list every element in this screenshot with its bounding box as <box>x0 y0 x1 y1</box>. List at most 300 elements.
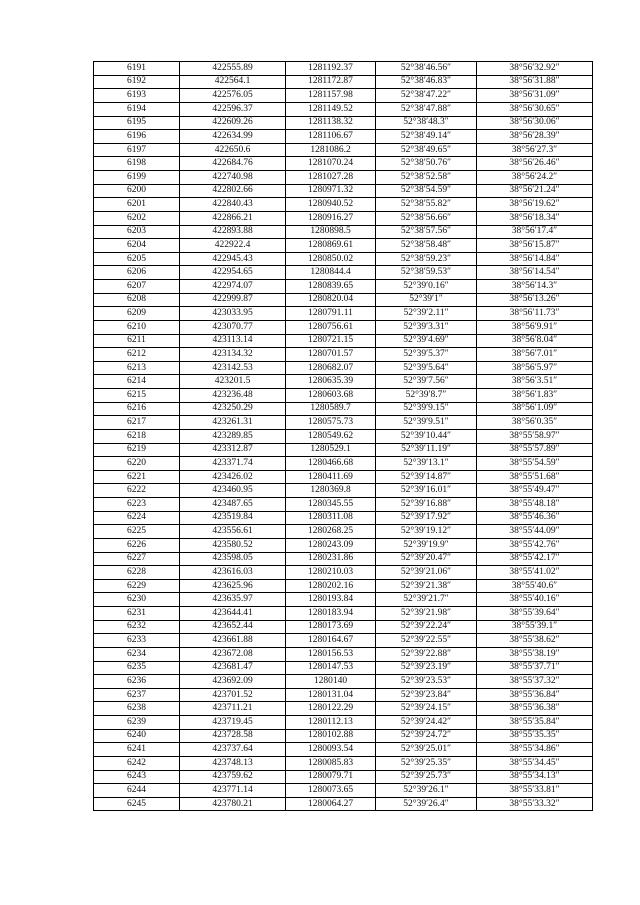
longitude-cell: 38°55′42.76″ <box>477 538 593 552</box>
latitude-cell: 52°39′16.88″ <box>376 498 477 512</box>
point-number-cell: 6245 <box>94 797 180 811</box>
x-coordinate-cell: 423487.65 <box>180 498 286 512</box>
y-coordinate-cell: 1280721.15 <box>286 334 376 348</box>
latitude-cell: 52°39′3.31″ <box>376 320 477 334</box>
table-row <box>94 743 593 757</box>
latitude-cell: 52°39′23.19″ <box>376 661 477 675</box>
table-row <box>94 511 593 525</box>
y-coordinate-cell: 1280122.29 <box>286 702 376 716</box>
latitude-cell: 52°39′21.98″ <box>376 607 477 621</box>
longitude-cell: 38°56′5.97″ <box>477 361 593 375</box>
latitude-cell: 52°39′14.87″ <box>376 470 477 484</box>
point-number-cell: 6213 <box>94 361 180 375</box>
point-number-cell: 6202 <box>94 211 180 225</box>
y-coordinate-cell: 1280243.09 <box>286 538 376 552</box>
point-number-cell: 6237 <box>94 688 180 702</box>
x-coordinate-cell: 422866.21 <box>180 211 286 225</box>
latitude-cell: 52°39′21.06″ <box>376 566 477 580</box>
longitude-cell: 38°56′9.91″ <box>477 320 593 334</box>
table-row <box>94 484 593 498</box>
point-number-cell: 6206 <box>94 266 180 280</box>
latitude-cell: 52°39′23.53″ <box>376 675 477 689</box>
longitude-cell: 38°55′39.64″ <box>477 607 593 621</box>
longitude-cell: 38°55′40.6″ <box>477 579 593 593</box>
x-coordinate-cell: 423426.02 <box>180 470 286 484</box>
x-coordinate-cell: 422893.88 <box>180 225 286 239</box>
y-coordinate-cell: 1280131.04 <box>286 688 376 702</box>
longitude-cell: 38°56′30.65″ <box>477 102 593 116</box>
y-coordinate-cell: 1280869.61 <box>286 239 376 253</box>
longitude-cell: 38°55′38.19″ <box>477 647 593 661</box>
table-row <box>94 443 593 457</box>
table-row <box>94 770 593 784</box>
table-row <box>94 252 593 266</box>
y-coordinate-cell: 1280839.65 <box>286 280 376 294</box>
table-row <box>94 566 593 580</box>
table-row <box>94 266 593 280</box>
y-coordinate-cell: 1280210.03 <box>286 566 376 580</box>
y-coordinate-cell: 1280916.27 <box>286 211 376 225</box>
longitude-cell: 38°55′46.36″ <box>477 511 593 525</box>
latitude-cell: 52°38′47.22″ <box>376 89 477 103</box>
table-row <box>94 593 593 607</box>
longitude-cell: 38°55′49.47″ <box>477 484 593 498</box>
longitude-cell: 38°56′1.83″ <box>477 389 593 403</box>
point-number-cell: 6223 <box>94 498 180 512</box>
y-coordinate-cell: 1280971.32 <box>286 184 376 198</box>
table-row <box>94 579 593 593</box>
latitude-cell: 52°38′57.56″ <box>376 225 477 239</box>
x-coordinate-cell: 423598.05 <box>180 552 286 566</box>
y-coordinate-cell: 1280102.88 <box>286 729 376 743</box>
y-coordinate-cell: 1280940.52 <box>286 198 376 212</box>
table-row <box>94 62 593 76</box>
latitude-cell: 52°39′25.35″ <box>376 756 477 770</box>
longitude-cell: 38°56′14.84″ <box>477 252 593 266</box>
x-coordinate-cell: 422555.89 <box>180 62 286 76</box>
y-coordinate-cell: 1280898.5 <box>286 225 376 239</box>
y-coordinate-cell: 1280756.61 <box>286 320 376 334</box>
longitude-cell: 38°55′42.17″ <box>477 552 593 566</box>
longitude-cell: 38°55′39.1″ <box>477 620 593 634</box>
latitude-cell: 52°38′55.82″ <box>376 198 477 212</box>
point-number-cell: 6191 <box>94 62 180 76</box>
table-row <box>94 429 593 443</box>
x-coordinate-cell: 422802.66 <box>180 184 286 198</box>
longitude-cell: 38°56′17.4″ <box>477 225 593 239</box>
x-coordinate-cell: 423519.84 <box>180 511 286 525</box>
longitude-cell: 38°55′38.62″ <box>477 634 593 648</box>
x-coordinate-cell: 423371.74 <box>180 457 286 471</box>
table-row <box>94 552 593 566</box>
y-coordinate-cell: 1281172.87 <box>286 75 376 89</box>
point-number-cell: 6201 <box>94 198 180 212</box>
longitude-cell: 38°56′31.09″ <box>477 89 593 103</box>
longitude-cell: 38°56′19.62″ <box>477 198 593 212</box>
x-coordinate-cell: 423728.58 <box>180 729 286 743</box>
x-coordinate-cell: 423289.85 <box>180 429 286 443</box>
longitude-cell: 38°55′40.16″ <box>477 593 593 607</box>
x-coordinate-cell: 422922.4 <box>180 239 286 253</box>
table-row <box>94 334 593 348</box>
y-coordinate-cell: 1280701.57 <box>286 348 376 362</box>
x-coordinate-cell: 423771.14 <box>180 784 286 798</box>
point-number-cell: 6200 <box>94 184 180 198</box>
x-coordinate-cell: 422576.05 <box>180 89 286 103</box>
point-number-cell: 6196 <box>94 130 180 144</box>
latitude-cell: 52°39′24.15″ <box>376 702 477 716</box>
table-row <box>94 607 593 621</box>
longitude-cell: 38°56′27.3″ <box>477 143 593 157</box>
point-number-cell: 6227 <box>94 552 180 566</box>
point-number-cell: 6211 <box>94 334 180 348</box>
x-coordinate-cell: 423719.45 <box>180 716 286 730</box>
point-number-cell: 6228 <box>94 566 180 580</box>
latitude-cell: 52°39′23.84″ <box>376 688 477 702</box>
table-row <box>94 293 593 307</box>
x-coordinate-cell: 423556.61 <box>180 525 286 539</box>
y-coordinate-cell: 1280635.39 <box>286 375 376 389</box>
table-row <box>94 634 593 648</box>
point-number-cell: 6243 <box>94 770 180 784</box>
latitude-cell: 52°39′16.01″ <box>376 484 477 498</box>
table-row <box>94 756 593 770</box>
latitude-cell: 52°39′5.64″ <box>376 361 477 375</box>
table-row <box>94 675 593 689</box>
y-coordinate-cell: 1280085.83 <box>286 756 376 770</box>
x-coordinate-cell: 423201.5 <box>180 375 286 389</box>
y-coordinate-cell: 1280844.4 <box>286 266 376 280</box>
longitude-cell: 38°55′48.18″ <box>477 498 593 512</box>
latitude-cell: 52°39′22.55″ <box>376 634 477 648</box>
x-coordinate-cell: 423644.41 <box>180 607 286 621</box>
point-number-cell: 6236 <box>94 675 180 689</box>
point-number-cell: 6199 <box>94 171 180 185</box>
y-coordinate-cell: 1280603.68 <box>286 389 376 403</box>
point-number-cell: 6194 <box>94 102 180 116</box>
point-number-cell: 6220 <box>94 457 180 471</box>
y-coordinate-cell: 1281027.28 <box>286 171 376 185</box>
table-row <box>94 525 593 539</box>
latitude-cell: 52°39′13.1″ <box>376 457 477 471</box>
point-number-cell: 6226 <box>94 538 180 552</box>
table-row <box>94 171 593 185</box>
point-number-cell: 6240 <box>94 729 180 743</box>
y-coordinate-cell: 1280079.71 <box>286 770 376 784</box>
table-row <box>94 661 593 675</box>
x-coordinate-cell: 422945.43 <box>180 252 286 266</box>
longitude-cell: 38°56′15.87″ <box>477 239 593 253</box>
x-coordinate-cell: 423748.13 <box>180 756 286 770</box>
longitude-cell: 38°56′18.34″ <box>477 211 593 225</box>
x-coordinate-cell: 423701.52 <box>180 688 286 702</box>
coordinate-table <box>93 61 593 811</box>
x-coordinate-cell: 423625.96 <box>180 579 286 593</box>
longitude-cell: 38°56′21.24″ <box>477 184 593 198</box>
latitude-cell: 52°39′19.12″ <box>376 525 477 539</box>
longitude-cell: 38°56′0.35″ <box>477 416 593 430</box>
y-coordinate-cell: 1280549.62 <box>286 429 376 443</box>
point-number-cell: 6207 <box>94 280 180 294</box>
latitude-cell: 52°38′59.53″ <box>376 266 477 280</box>
y-coordinate-cell: 1280820.04 <box>286 293 376 307</box>
longitude-cell: 38°56′3.51″ <box>477 375 593 389</box>
table-row <box>94 225 593 239</box>
latitude-cell: 52°38′52.58″ <box>376 171 477 185</box>
x-coordinate-cell: 423616.03 <box>180 566 286 580</box>
x-coordinate-cell: 422999.87 <box>180 293 286 307</box>
x-coordinate-cell: 423261.31 <box>180 416 286 430</box>
x-coordinate-cell: 423652.44 <box>180 620 286 634</box>
table-row <box>94 688 593 702</box>
table-row <box>94 797 593 811</box>
y-coordinate-cell: 1280682.07 <box>286 361 376 375</box>
table-row <box>94 402 593 416</box>
table-row <box>94 389 593 403</box>
table-row <box>94 416 593 430</box>
table-row <box>94 784 593 798</box>
longitude-cell: 38°55′35.84″ <box>477 716 593 730</box>
y-coordinate-cell: 1281192.37 <box>286 62 376 76</box>
x-coordinate-cell: 423250.29 <box>180 402 286 416</box>
latitude-cell: 52°38′46.56″ <box>376 62 477 76</box>
latitude-cell: 52°39′4.69″ <box>376 334 477 348</box>
y-coordinate-cell: 1281070.24 <box>286 157 376 171</box>
y-coordinate-cell: 1280140 <box>286 675 376 689</box>
latitude-cell: 52°39′9.51″ <box>376 416 477 430</box>
point-number-cell: 6198 <box>94 157 180 171</box>
x-coordinate-cell: 422840.43 <box>180 198 286 212</box>
longitude-cell: 38°55′51.68″ <box>477 470 593 484</box>
latitude-cell: 52°38′49.14″ <box>376 130 477 144</box>
point-number-cell: 6195 <box>94 116 180 130</box>
y-coordinate-cell: 1280173.69 <box>286 620 376 634</box>
y-coordinate-cell: 1280575.73 <box>286 416 376 430</box>
longitude-cell: 38°56′28.39″ <box>477 130 593 144</box>
x-coordinate-cell: 423113.14 <box>180 334 286 348</box>
longitude-cell: 38°56′31.88″ <box>477 75 593 89</box>
longitude-cell: 38°55′34.13″ <box>477 770 593 784</box>
table-row <box>94 498 593 512</box>
table-row <box>94 538 593 552</box>
x-coordinate-cell: 423460.95 <box>180 484 286 498</box>
point-number-cell: 6209 <box>94 307 180 321</box>
latitude-cell: 52°39′19.9″ <box>376 538 477 552</box>
table-row <box>94 470 593 484</box>
latitude-cell: 52°39′21.38″ <box>376 579 477 593</box>
point-number-cell: 6204 <box>94 239 180 253</box>
table-row <box>94 307 593 321</box>
longitude-cell: 38°56′14.3″ <box>477 280 593 294</box>
latitude-cell: 52°38′49.65″ <box>376 143 477 157</box>
x-coordinate-cell: 423070.77 <box>180 320 286 334</box>
point-number-cell: 6214 <box>94 375 180 389</box>
latitude-cell: 52°39′22.88″ <box>376 647 477 661</box>
longitude-cell: 38°55′37.32″ <box>477 675 593 689</box>
latitude-cell: 52°38′46.83″ <box>376 75 477 89</box>
point-number-cell: 6208 <box>94 293 180 307</box>
longitude-cell: 38°56′14.54″ <box>477 266 593 280</box>
y-coordinate-cell: 1280791.11 <box>286 307 376 321</box>
y-coordinate-cell: 1280345.55 <box>286 498 376 512</box>
point-number-cell: 6192 <box>94 75 180 89</box>
table-row <box>94 320 593 334</box>
point-number-cell: 6233 <box>94 634 180 648</box>
x-coordinate-cell: 423681.47 <box>180 661 286 675</box>
latitude-cell: 52°39′20.47″ <box>376 552 477 566</box>
coordinate-table-body <box>94 62 593 811</box>
x-coordinate-cell: 423134.32 <box>180 348 286 362</box>
latitude-cell: 52°39′7.56″ <box>376 375 477 389</box>
point-number-cell: 6224 <box>94 511 180 525</box>
longitude-cell: 38°55′34.45″ <box>477 756 593 770</box>
latitude-cell: 52°39′0.16″ <box>376 280 477 294</box>
table-row <box>94 729 593 743</box>
point-number-cell: 6238 <box>94 702 180 716</box>
point-number-cell: 6242 <box>94 756 180 770</box>
y-coordinate-cell: 1280850.02 <box>286 252 376 266</box>
x-coordinate-cell: 422634.99 <box>180 130 286 144</box>
y-coordinate-cell: 1280164.67 <box>286 634 376 648</box>
y-coordinate-cell: 1280064.27 <box>286 797 376 811</box>
latitude-cell: 52°39′2.11″ <box>376 307 477 321</box>
y-coordinate-cell: 1280193.84 <box>286 593 376 607</box>
point-number-cell: 6234 <box>94 647 180 661</box>
y-coordinate-cell: 1280147.53 <box>286 661 376 675</box>
y-coordinate-cell: 1280073.65 <box>286 784 376 798</box>
latitude-cell: 52°38′58.48″ <box>376 239 477 253</box>
x-coordinate-cell: 422596.37 <box>180 102 286 116</box>
point-number-cell: 6217 <box>94 416 180 430</box>
point-number-cell: 6221 <box>94 470 180 484</box>
y-coordinate-cell: 1280589.7 <box>286 402 376 416</box>
longitude-cell: 38°56′32.92″ <box>477 62 593 76</box>
table-row <box>94 198 593 212</box>
point-number-cell: 6229 <box>94 579 180 593</box>
point-number-cell: 6231 <box>94 607 180 621</box>
longitude-cell: 38°56′13.26″ <box>477 293 593 307</box>
point-number-cell: 6212 <box>94 348 180 362</box>
table-row <box>94 239 593 253</box>
table-row <box>94 348 593 362</box>
latitude-cell: 52°39′9.15″ <box>376 402 477 416</box>
table-row <box>94 143 593 157</box>
x-coordinate-cell: 423236.48 <box>180 389 286 403</box>
x-coordinate-cell: 423737.64 <box>180 743 286 757</box>
point-number-cell: 6241 <box>94 743 180 757</box>
y-coordinate-cell: 1281157.98 <box>286 89 376 103</box>
y-coordinate-cell: 1280231.86 <box>286 552 376 566</box>
latitude-cell: 52°39′24.72″ <box>376 729 477 743</box>
y-coordinate-cell: 1280156.53 <box>286 647 376 661</box>
table-row <box>94 457 593 471</box>
x-coordinate-cell: 422650.6 <box>180 143 286 157</box>
x-coordinate-cell: 423142.53 <box>180 361 286 375</box>
x-coordinate-cell: 422954.65 <box>180 266 286 280</box>
latitude-cell: 52°39′8.7″ <box>376 389 477 403</box>
y-coordinate-cell: 1281106.67 <box>286 130 376 144</box>
longitude-cell: 38°55′33.32″ <box>477 797 593 811</box>
y-coordinate-cell: 1281086.2 <box>286 143 376 157</box>
latitude-cell: 52°39′26.4″ <box>376 797 477 811</box>
longitude-cell: 38°55′33.81″ <box>477 784 593 798</box>
x-coordinate-cell: 422974.07 <box>180 280 286 294</box>
y-coordinate-cell: 1280112.13 <box>286 716 376 730</box>
table-row <box>94 130 593 144</box>
table-row <box>94 89 593 103</box>
latitude-cell: 52°39′11.19″ <box>376 443 477 457</box>
x-coordinate-cell: 423672.08 <box>180 647 286 661</box>
point-number-cell: 6197 <box>94 143 180 157</box>
point-number-cell: 6219 <box>94 443 180 457</box>
y-coordinate-cell: 1280268.25 <box>286 525 376 539</box>
longitude-cell: 38°56′11.73″ <box>477 307 593 321</box>
table-row <box>94 280 593 294</box>
table-row <box>94 102 593 116</box>
longitude-cell: 38°56′26.46″ <box>477 157 593 171</box>
latitude-cell: 52°39′21.7″ <box>376 593 477 607</box>
longitude-cell: 38°56′24.2″ <box>477 171 593 185</box>
longitude-cell: 38°55′37.71″ <box>477 661 593 675</box>
latitude-cell: 52°39′26.1″ <box>376 784 477 798</box>
latitude-cell: 52°38′47.88″ <box>376 102 477 116</box>
y-coordinate-cell: 1280466.68 <box>286 457 376 471</box>
longitude-cell: 38°55′54.59″ <box>477 457 593 471</box>
y-coordinate-cell: 1280093.54 <box>286 743 376 757</box>
x-coordinate-cell: 422740.98 <box>180 171 286 185</box>
y-coordinate-cell: 1280202.16 <box>286 579 376 593</box>
latitude-cell: 52°38′50.76″ <box>376 157 477 171</box>
table-row <box>94 75 593 89</box>
latitude-cell: 52°39′5.37″ <box>376 348 477 362</box>
longitude-cell: 38°55′44.09″ <box>477 525 593 539</box>
latitude-cell: 52°39′10.44″ <box>376 429 477 443</box>
x-coordinate-cell: 423635.97 <box>180 593 286 607</box>
longitude-cell: 38°56′30.06″ <box>477 116 593 130</box>
x-coordinate-cell: 423661.88 <box>180 634 286 648</box>
point-number-cell: 6215 <box>94 389 180 403</box>
point-number-cell: 6210 <box>94 320 180 334</box>
latitude-cell: 52°39′25.01″ <box>376 743 477 757</box>
y-coordinate-cell: 1280183.94 <box>286 607 376 621</box>
y-coordinate-cell: 1281149.52 <box>286 102 376 116</box>
x-coordinate-cell: 422564.1 <box>180 75 286 89</box>
x-coordinate-cell: 423580.52 <box>180 538 286 552</box>
point-number-cell: 6244 <box>94 784 180 798</box>
table-row <box>94 361 593 375</box>
latitude-cell: 52°38′54.59″ <box>376 184 477 198</box>
point-number-cell: 6235 <box>94 661 180 675</box>
point-number-cell: 6222 <box>94 484 180 498</box>
table-row <box>94 620 593 634</box>
latitude-cell: 52°39′25.73″ <box>376 770 477 784</box>
table-row <box>94 647 593 661</box>
y-coordinate-cell: 1280529.1 <box>286 443 376 457</box>
latitude-cell: 52°39′24.42″ <box>376 716 477 730</box>
longitude-cell: 38°56′8.04″ <box>477 334 593 348</box>
table-row <box>94 184 593 198</box>
longitude-cell: 38°55′57.89″ <box>477 443 593 457</box>
table-row <box>94 375 593 389</box>
latitude-cell: 52°38′56.66″ <box>376 211 477 225</box>
x-coordinate-cell: 422684.76 <box>180 157 286 171</box>
point-number-cell: 6230 <box>94 593 180 607</box>
x-coordinate-cell: 423759.62 <box>180 770 286 784</box>
longitude-cell: 38°56′1.09″ <box>477 402 593 416</box>
point-number-cell: 6193 <box>94 89 180 103</box>
point-number-cell: 6218 <box>94 429 180 443</box>
longitude-cell: 38°55′41.02″ <box>477 566 593 580</box>
